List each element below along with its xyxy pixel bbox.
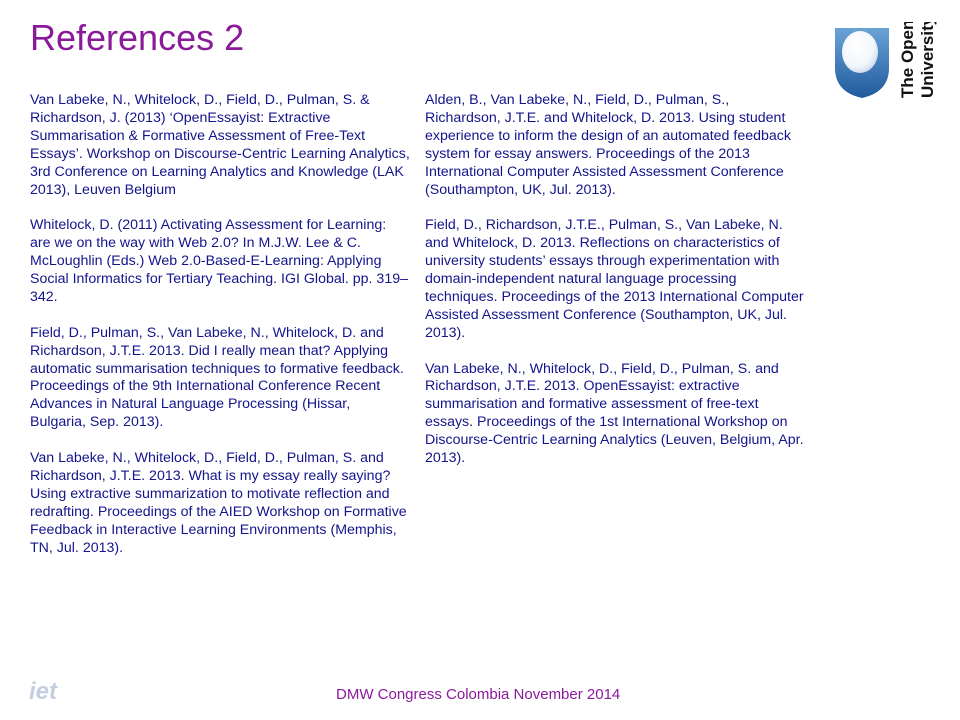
iet-logo-icon [28,675,68,705]
reference-item: Field, D., Richardson, J.T.E., Pulman, S., Van Labeke, N. and Whitelock, D. 2013. Reflections on characteristics of university students’ essays through experimentation with domain-independent natural language processing techniques. Proceedings of the 2013 International Computer Assisted Assessment Conference (Southampton, UK, Jul. 2013). [425,217,804,341]
open-university-shield-icon [833,22,943,102]
references-right-column [425,92,805,486]
reference-item: Van Labeke, N., Whitelock, D., Field, D., Pulman, S. and Richardson, J.T.E. 2013. What is my essay really saying? Using extractive summarization to motivate reflection and redrafting. Proceedings of the AIED Workshop on Formative Feedback in Interactive Learning Environments (Memphis, TN, Jul. 2013). [30,450,407,556]
reference-item: Van Labeke, N., Whitelock, D., Field, D., Pulman, S. and Richardson, J.T.E. 2013. OpenEssayist: extractive summarisation and formative assessment of free-text essays. Proceedings of the 1st International Workshop on Discourse-Centric Learning Analytics (Leuven, Belgium, Apr. 2013). [425,360,804,467]
reference-item: Whitelock, D. (2011) Activating Assessment for Learning: are we on the way with Web 2.0? In M.J.W. Lee & C. McLoughlin (Eds.) Web 2.0-Based-E-Learning: Applying Social Informatics for Tertiary Teaching. IGI Global. pp. 319–342. [30,217,408,305]
reference-item: Field, D., Pulman, S., Van Labeke, N., Whitelock, D. and Richardson, J.T.E. 2013. Did I really mean that? Applying automatic summarisation techniques to formative feedback. Proceedings of the 9th International Conference Recent Advances in Natural Language Processing (Hissar, Bulgaria, Sep. 2013). [30,324,404,431]
iet-logo [28,675,68,705]
logo-line2: University [918,22,937,98]
slide-title: References 2 [30,17,245,58]
references-left-column [30,92,410,575]
reference-item: Alden, B., Van Labeke, N., Field, D., Pulman, S., Richardson, J.T.E. and Whitelock, D. 2013. Using student experience to inform the design of an automated feedback system for essay answers. Proceedings of the 2013 International Computer Assisted Assessment Conference (Southampton, UK, Jul. 2013). [425,92,791,198]
slide-footer: DMW Congress Colombia November 2014 [336,686,621,703]
iet-logo-text: iet [29,678,58,705]
reference-item: Van Labeke, N., Whitelock, D., Field, D., Pulman, S. & Richardson, J. (2013) ‘OpenEssayist: Extractive Summarisation & Formative Assessment of Free-Text Essays’. Workshop on Discourse-Centric Learning Analytics, 3rd Conference on Learning Analytics and Knowledge (LAK 2013), Leuven Belgium [30,92,410,198]
open-university-logo [833,22,943,102]
logo-line1: The Open [898,22,917,98]
